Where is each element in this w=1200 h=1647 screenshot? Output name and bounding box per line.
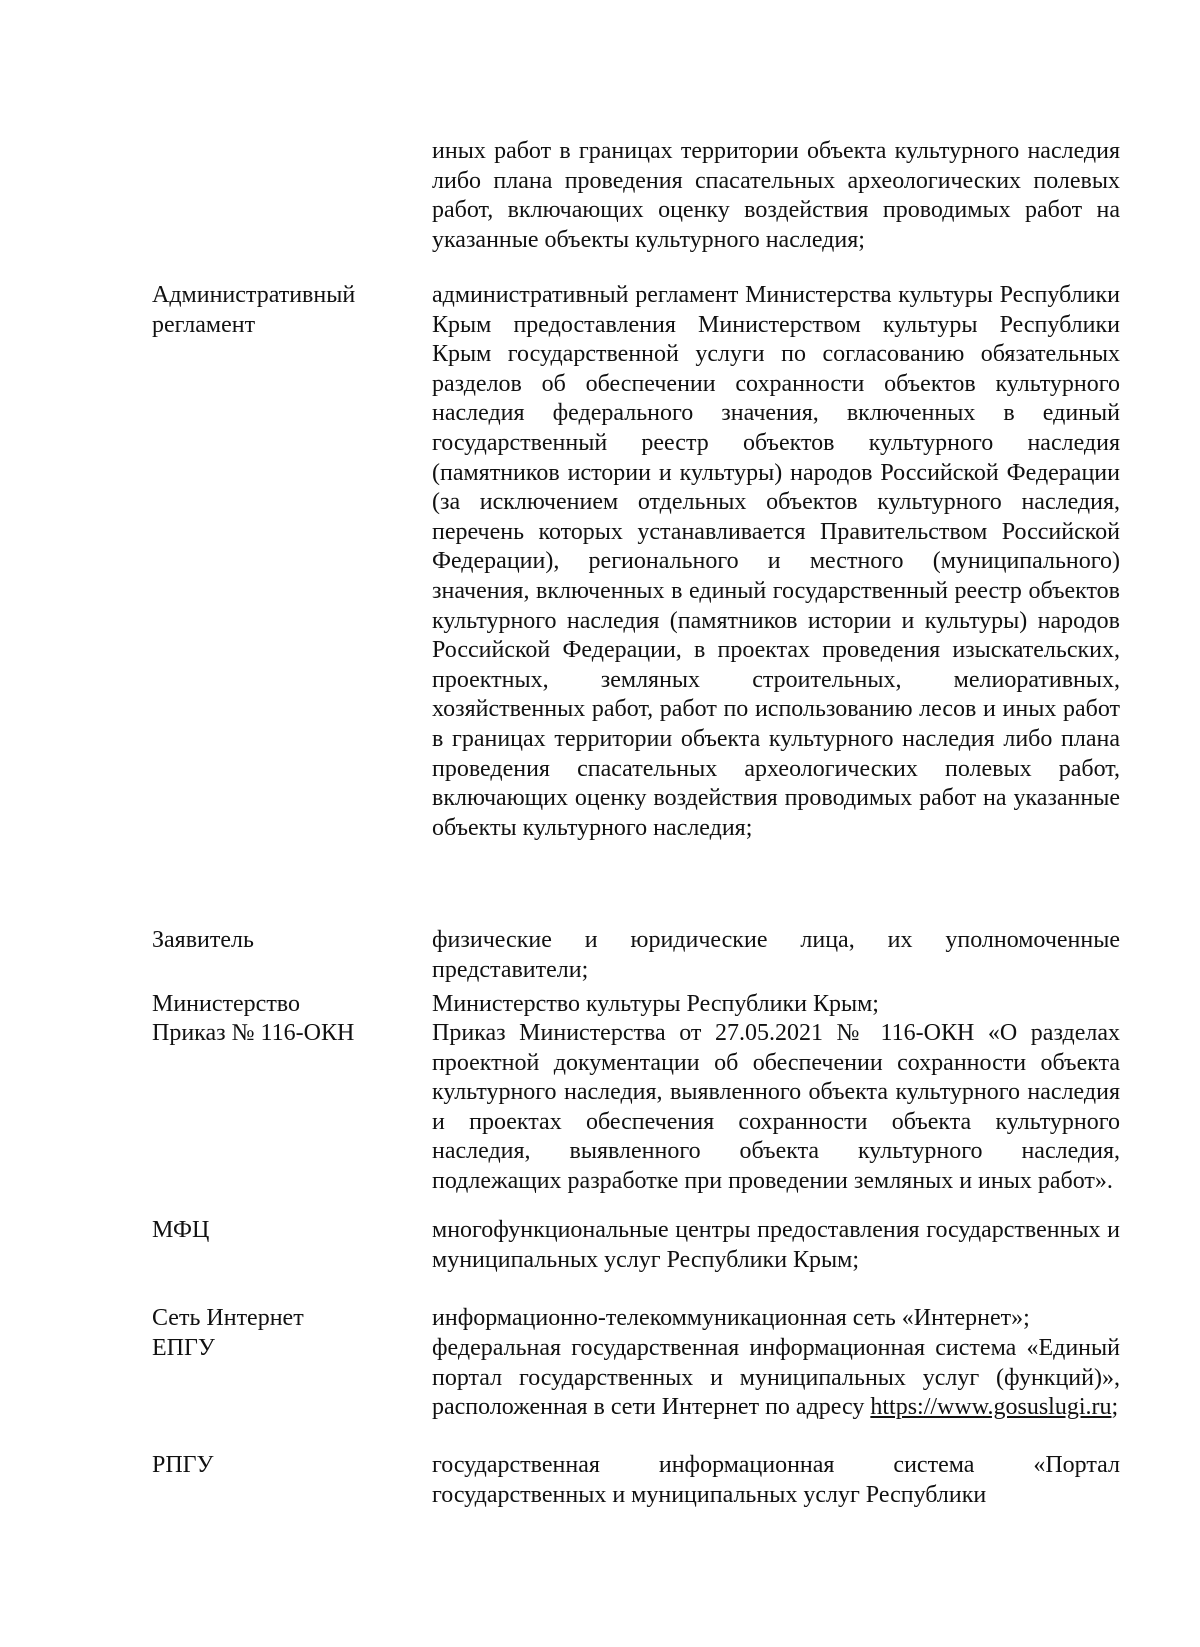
- term: МФЦ: [152, 1217, 210, 1243]
- term: ЕПГУ: [152, 1335, 215, 1361]
- term: Заявитель: [152, 927, 254, 953]
- definition-punctuation: ;: [1111, 1394, 1119, 1421]
- definition: иных работ в границах территории объекта культурного наследия либо плана проведения спасательных археологических полевых работ, включающих оценку воздействия проводимых работ на указанные объекты культурного наследия;: [432, 138, 1120, 253]
- gosuslugi-link[interactable]: https://www.gosuslugi.ru: [870, 1394, 1112, 1421]
- definition: Приказ Министерства от 27.05.2021 № 116-ОКН «О разделах проектной документации об обеспечении сохранности объекта культурного наследия, выявленного объекта культурного наследия и проектах обеспечения сохранности объекта культурного наследия, выявленного объекта культурного наследия, подлежащих разработке при проведении земляных и иных работ».: [432, 1020, 1120, 1194]
- term: Сеть Интернет: [152, 1305, 304, 1331]
- term: Министерство: [152, 991, 300, 1017]
- definition: Министерство культуры Республики Крым;: [432, 991, 879, 1017]
- definition: административный регламент Министерства культуры Республики Крым предоставления Министерством культуры Республики Крым государственной услуги по согласованию обязательных разделов об обеспечении сохранности объектов культурного наследия федерального значения, включенных в единый государственный реестр объектов культурного наследия (памятников истории и культуры) народов Российской Федерации (за исключением отдельных объектов культурного наследия, перечень которых устанавливается Правительством Российской Федерации), регионального и местного (муниципального) значения, включенных в единый государственный реестр объектов культурного наследия (памятников истории и культуры) народов Российской Федерации, в проектах проведения изыскательских, проектных, земляных строительных, мелиоративных, хозяйственных работ, работ по использованию лесов и иных работ в границах территории объекта культурного наследия либо плана проведения спасательных археологических полевых работ, включающих оценку воздействия проводимых работ на указанные объекты культурного наследия;: [432, 282, 1120, 841]
- definition-text: федеральная государственная информационная система «Единый портал государственных и муниципальных услуг (функций)», расположенная в сети Интернет по адресу: [432, 1335, 1120, 1421]
- definition: физические и юридические лица, их уполномоченные представители;: [432, 927, 1120, 983]
- definition: информационно-телекоммуникационная сеть «Интернет»;: [432, 1305, 1030, 1331]
- definition: многофункциональные центры предоставления государственных и муниципальных услуг Республики Крым;: [432, 1217, 1120, 1273]
- term: Административный регламент: [152, 282, 356, 338]
- term: РПГУ: [152, 1452, 214, 1478]
- definition: государственная информационная система «Портал государственных и муниципальных услуг Республики: [432, 1452, 1120, 1508]
- term: Приказ № 116-ОКН: [152, 1020, 355, 1046]
- definition: [432, 1334, 1120, 1423]
